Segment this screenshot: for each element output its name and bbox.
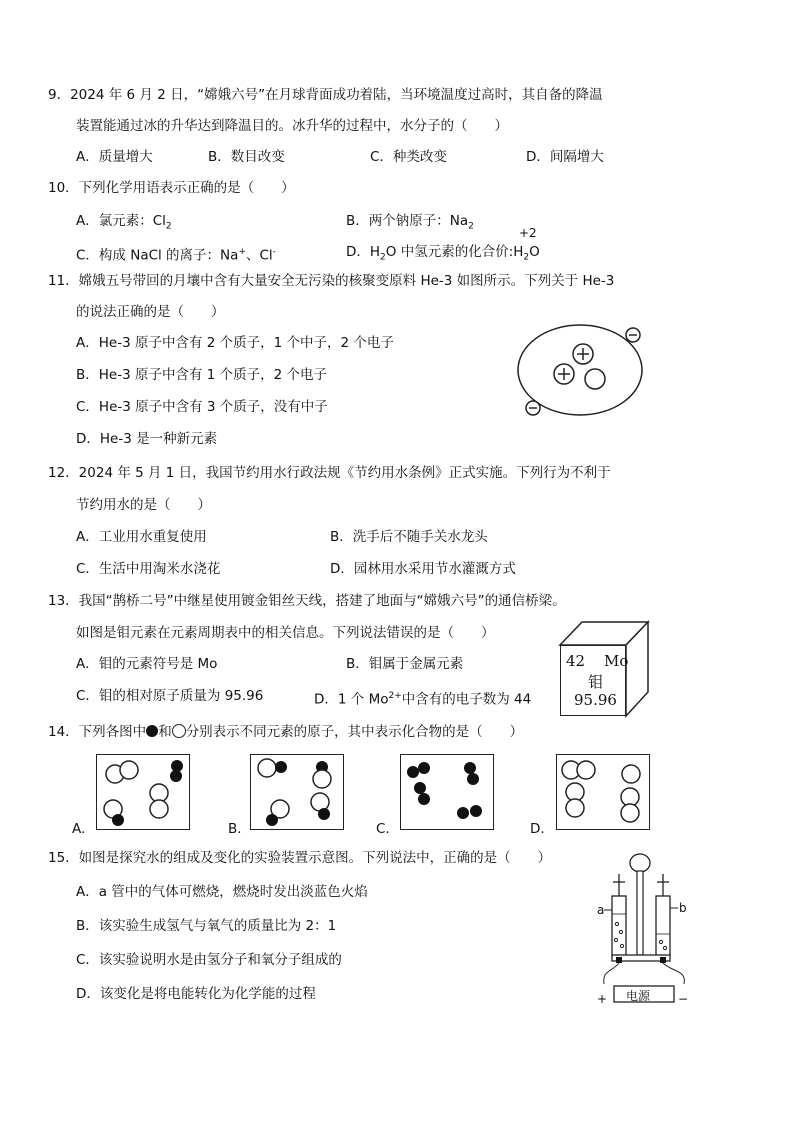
- q12-option-a: A．工业用水重复使用: [76, 529, 207, 545]
- q9-option-c: C．种类改变: [370, 149, 447, 165]
- q14-label-a: A.: [72, 821, 86, 837]
- q10-valence-mark: +2: [519, 226, 537, 240]
- q13-option-c: C．钼的相对原子质量为 95.96: [76, 688, 264, 704]
- positive-terminal: +: [597, 992, 608, 1006]
- q9-option-a: A．质量增大: [76, 149, 153, 165]
- q12-stem-line2: 节约用水的是（ ）: [76, 497, 211, 513]
- q13-stem-line1: 13．我国“鹊桥二号”中继星使用镀金钼丝天线，搭建了地面与“嫦娥六号”的通信桥梁。: [48, 593, 566, 609]
- q10-stem: 10．下列化学用语表示正确的是（ ）: [48, 180, 295, 196]
- electrolysis-apparatus: [592, 852, 702, 1007]
- q12-option-c: C．生活中用淘米水浇花: [76, 561, 221, 577]
- neutron: [585, 369, 605, 389]
- q11-option-d: D．He-3 是一种新元素: [76, 431, 218, 447]
- q14-molecules-d: [556, 754, 650, 830]
- q13-option-b: B．钼属于金属元素: [346, 656, 464, 672]
- q13-option-a: A．钼的元素符号是 Mo: [76, 656, 218, 672]
- white-atom-icon: [172, 724, 186, 738]
- element-atomic-number: 42: [566, 652, 586, 670]
- q11-stem-line2: 的说法正确的是（ ）: [76, 304, 225, 320]
- q9-stem-line1: 9．2024 年 6 月 2 日，“嫦娥六号”在月球背面成功着陆，当环境温度过高时，其自备的降温: [48, 87, 603, 103]
- q14-label-d: D.: [530, 821, 545, 837]
- q11-stem-line1: 11．嫦娥五号带回的月壤中含有大量安全无污染的核聚变原料 He-3 如图所示。下列关于 He-3: [48, 273, 615, 289]
- q14-label-b: B.: [228, 821, 242, 837]
- q9-option-b: B．数目改变: [208, 149, 285, 165]
- q12-stem-line1: 12．2024 年 5 月 1 日，我国节约用水行政法规《节约用水条例》正式实施。下列行为不利于: [48, 465, 611, 481]
- negative-terminal: −: [678, 992, 689, 1006]
- element-symbol: Mo: [604, 652, 629, 670]
- element-name: 钼: [588, 673, 604, 691]
- q15-option-c: C．该实验说明水是由氢分子和氧分子组成的: [76, 952, 342, 968]
- q15-option-b: B．该实验生成氢气与氧气的质量比为 2：1: [76, 918, 337, 934]
- element-atomic-mass: 95.96: [574, 691, 617, 709]
- tube-a-label: a: [597, 903, 605, 917]
- q14-molecules-a: [96, 754, 190, 830]
- q15-option-a: A．a 管中的气体可燃烧，燃烧时发出淡蓝色火焰: [76, 884, 368, 900]
- q13-option-d: D．1 个 $Mo^{2+}$中含有的电子数为 44: [314, 691, 532, 708]
- q9-option-d: D．间隔增大: [526, 149, 604, 165]
- q11-option-c: C．He-3 原子中含有 3 个质子，没有中子: [76, 399, 328, 415]
- q14-stem: 14．下列各图中 和 分别表示不同元素的原子，其中表示化合物的是（ ）: [48, 724, 524, 740]
- tube-b-label: b: [679, 901, 687, 915]
- q14-molecules-b: [250, 754, 344, 830]
- q15-option-d: D．该变化是将电能转化为化学能的过程: [76, 986, 316, 1002]
- black-atom-icon: [146, 725, 158, 737]
- q14-molecules-c: [400, 754, 494, 830]
- q11-option-b: B．He-3 原子中含有 1 个质子，2 个电子: [76, 367, 328, 383]
- q10-option-c: C．构成 NaCl 的离子：Na+、Cl-: [76, 247, 276, 264]
- q15-stem: 15．如图是探究水的组成及变化的实验装置示意图。下列说法中，正确的是（ ）: [48, 850, 552, 866]
- q12-option-d: D．园林用水采用节水灌溉方式: [330, 561, 516, 577]
- he3-atom-diagram: [512, 318, 652, 422]
- power-supply-label: 电源: [626, 989, 651, 1003]
- q12-option-b: B．洗手后不随手关水龙头: [330, 529, 488, 545]
- q10-option-b: B．两个钠原子：$Na_2$: [346, 213, 474, 232]
- q10-option-d: D．$H_2O$ 中氢元素的化合价$:H_2O$: [346, 244, 540, 263]
- q10-option-a: A．氯元素：$Cl_2$: [76, 213, 172, 232]
- q9-stem-line2: 装置能通过冰的升华达到降温目的。冰升华的过程中，水分子的（ ）: [76, 118, 508, 134]
- q13-stem-line2: 如图是钼元素在元素周期表中的相关信息。下列说法错误的是（ ）: [76, 625, 495, 641]
- q11-option-a: A．He-3 原子中含有 2 个质子，1 个中子，2 个电子: [76, 335, 394, 351]
- q14-label-c: C.: [376, 821, 390, 837]
